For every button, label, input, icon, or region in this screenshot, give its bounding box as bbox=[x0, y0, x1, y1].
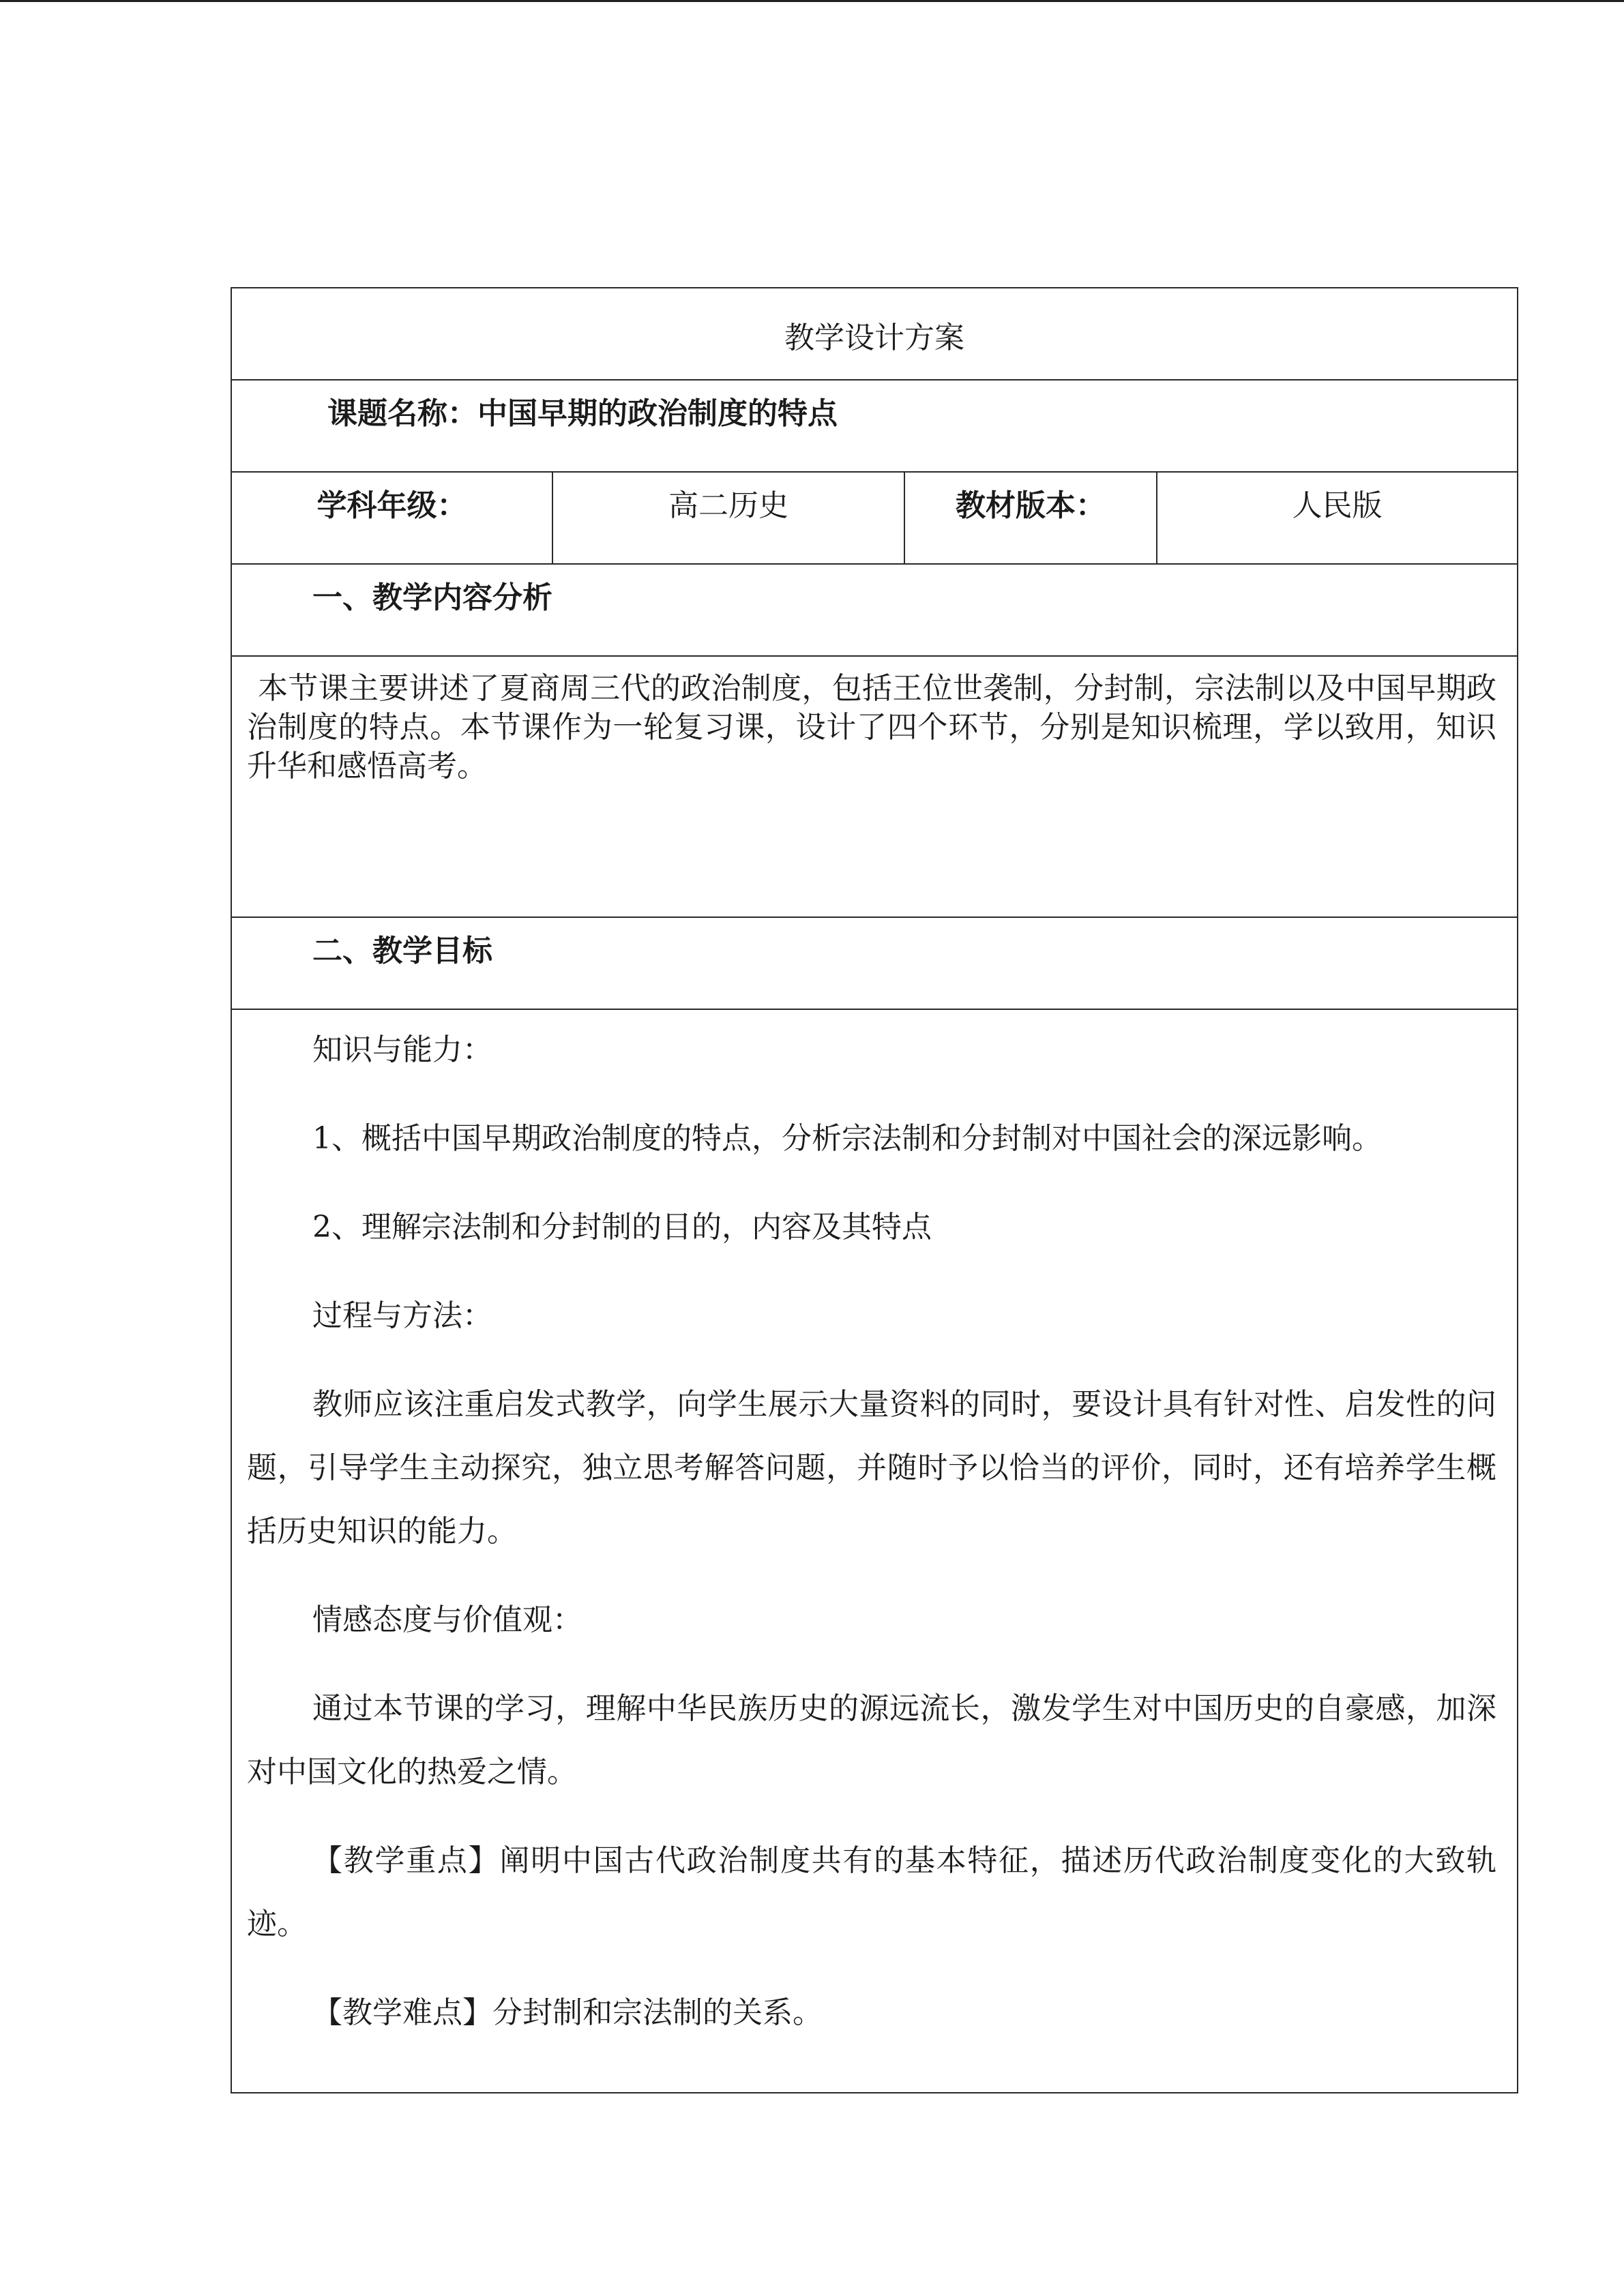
lesson-plan-table bbox=[231, 287, 1518, 2093]
page-top-rule bbox=[0, 0, 1624, 2]
section1-body-row bbox=[231, 656, 1518, 917]
knowledge-ability-label: 知识与能力： bbox=[312, 1032, 492, 1067]
textbook-version-value: 人民版 bbox=[1157, 472, 1518, 564]
subject-grade-label: 学科年级： bbox=[231, 472, 552, 564]
title-row bbox=[231, 288, 1518, 380]
emotion-values-label: 情感态度与价值观： bbox=[312, 1602, 582, 1637]
textbook-version-label: 教材版本： bbox=[904, 472, 1157, 564]
teaching-difficulty: 【教学难点】分封制和宗法制的关系。 bbox=[312, 1995, 823, 2030]
topic-row bbox=[231, 380, 1518, 472]
process-method-paragraph: 教师应该注重启发式教学，向学生展示大量资料的同时，要设计具有针对性、启发性的问题，引导学生主动探究，独立思考解答问题，并随时予以恰当的评价，同时，还有培养学生概括历史知识的能力。 bbox=[247, 1387, 1496, 1549]
section2-body-row bbox=[231, 1009, 1518, 2093]
section1-heading-row bbox=[231, 564, 1518, 656]
document-title: 教学设计方案 bbox=[784, 320, 964, 355]
goal-item-2: 2、理解宗法制和分封制的目的，内容及其特点 bbox=[312, 1210, 932, 1244]
meta-row bbox=[231, 472, 1518, 564]
subject-grade-value: 高二历史 bbox=[552, 472, 904, 564]
topic-title: 课题名称：中国早期的政治制度的特点 bbox=[231, 380, 1518, 472]
goal-item-1: 1、概括中国早期政治制度的特点，分析宗法制和分封制对中国社会的深远影响。 bbox=[312, 1121, 1382, 1156]
section2-heading-row bbox=[231, 917, 1518, 1009]
teaching-goals-cell bbox=[231, 1009, 1518, 2093]
teaching-key-points: 【教学重点】阐明中国古代政治制度共有的基本特征，描述历代政治制度变化的大致轨迹。 bbox=[247, 1843, 1496, 1941]
process-method-label: 过程与方法： bbox=[312, 1298, 492, 1333]
emotion-values-paragraph: 通过本节课的学习，理解中华民族历史的源远流长，激发学生对中国历史的自豪感，加深对中国文化的热爱之情。 bbox=[247, 1691, 1496, 1789]
section-heading-content-analysis: 一、教学内容分析 bbox=[231, 564, 1518, 656]
section-heading-teaching-goals: 二、教学目标 bbox=[231, 917, 1518, 1009]
content-analysis-paragraph: 本节课主要讲述了夏商周三代的政治制度，包括王位世袭制，分封制，宗法制以及中国早期政治制度的特点。本节课作为一轮复习课，设计了四个环节，分别是知识梳理，学以致用，知识升华和感悟高考。 bbox=[231, 656, 1518, 917]
document-title-cell bbox=[231, 288, 1518, 380]
